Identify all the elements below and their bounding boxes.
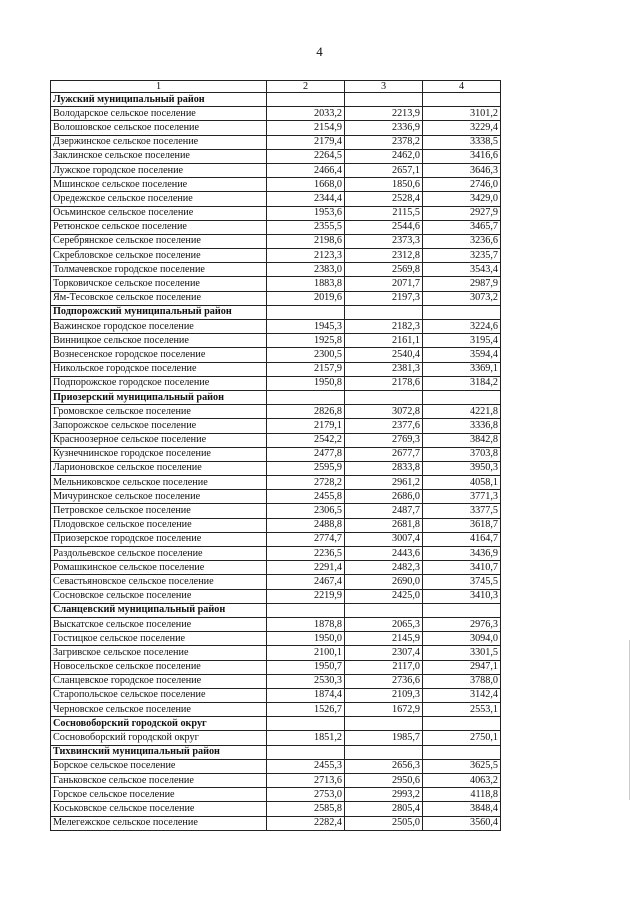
value-col-2: 2455,8 (267, 490, 345, 504)
table-row (51, 461, 501, 475)
table-row (51, 334, 501, 348)
value-col-3: 2065,3 (345, 617, 423, 631)
value-col-3: 2681,8 (345, 518, 423, 532)
table-row (51, 220, 501, 234)
table-row (51, 703, 501, 717)
value-col-3: 2993,2 (345, 788, 423, 802)
value-col-2: 2154,9 (267, 121, 345, 135)
table-row (51, 178, 501, 192)
value-col-4: 2976,3 (423, 617, 501, 631)
value-col-3: 2381,3 (345, 362, 423, 376)
settlement-name: Мичуринское сельское поселение (51, 490, 267, 504)
settlement-name: Винницкое сельское поселение (51, 334, 267, 348)
value-col-4: 3229,4 (423, 121, 501, 135)
value-col-4: 2947,1 (423, 660, 501, 674)
value-col-4: 3101,2 (423, 107, 501, 121)
settlement-name: Скребловское сельское поселение (51, 249, 267, 263)
table-row (51, 249, 501, 263)
value-col-2: 2291,4 (267, 561, 345, 575)
settlement-name: Заклинское сельское поселение (51, 149, 267, 163)
table-row (51, 589, 501, 603)
value-col-4: 3543,4 (423, 263, 501, 277)
value-col-4: 3073,2 (423, 291, 501, 305)
value-col-2: 2466,4 (267, 163, 345, 177)
value-col-4: 3094,0 (423, 632, 501, 646)
section-row (51, 603, 501, 617)
empty-cell (423, 717, 501, 731)
settlement-name: Выскатское сельское поселение (51, 617, 267, 631)
data-table (50, 80, 501, 831)
empty-cell (345, 745, 423, 759)
scan-edge-line (629, 640, 630, 800)
value-col-3: 2482,3 (345, 561, 423, 575)
value-col-2: 2219,9 (267, 589, 345, 603)
value-col-4: 3625,5 (423, 759, 501, 773)
value-col-4: 2987,9 (423, 277, 501, 291)
table-row (51, 405, 501, 419)
value-col-4: 2927,9 (423, 206, 501, 220)
empty-cell (267, 603, 345, 617)
settlement-name: Мелегежское сельское поселение (51, 816, 267, 830)
value-col-4: 4058,1 (423, 476, 501, 490)
table-row (51, 617, 501, 631)
value-col-3: 2528,4 (345, 192, 423, 206)
settlement-name: Мельниковское сельское поселение (51, 476, 267, 490)
table-row (51, 802, 501, 816)
value-col-2: 2455,3 (267, 759, 345, 773)
value-col-3: 2336,9 (345, 121, 423, 135)
table-row (51, 433, 501, 447)
value-col-4: 4164,7 (423, 532, 501, 546)
empty-cell (345, 603, 423, 617)
value-col-4: 3142,4 (423, 688, 501, 702)
value-col-4: 3235,7 (423, 249, 501, 263)
value-col-3: 2950,6 (345, 774, 423, 788)
value-col-3: 2736,6 (345, 674, 423, 688)
value-col-3: 2117,0 (345, 660, 423, 674)
settlement-name: Борское сельское поселение (51, 759, 267, 773)
value-col-2: 2123,3 (267, 249, 345, 263)
settlement-name: Ларионовское сельское поселение (51, 461, 267, 475)
table-row (51, 149, 501, 163)
table-row (51, 163, 501, 177)
settlement-name: Горское сельское поселение (51, 788, 267, 802)
value-col-4: 3560,4 (423, 816, 501, 830)
value-col-4: 3336,8 (423, 419, 501, 433)
settlement-name: Серебрянское сельское поселение (51, 234, 267, 248)
settlement-name: Волошовское сельское поселение (51, 121, 267, 135)
value-col-2: 2826,8 (267, 405, 345, 419)
value-col-3: 2377,6 (345, 419, 423, 433)
value-col-4: 2553,1 (423, 703, 501, 717)
value-col-2: 1878,8 (267, 617, 345, 631)
value-col-2: 2585,8 (267, 802, 345, 816)
value-col-4: 3950,3 (423, 461, 501, 475)
table-row (51, 575, 501, 589)
value-col-2: 2019,6 (267, 291, 345, 305)
empty-cell (267, 717, 345, 731)
value-col-4: 3410,3 (423, 589, 501, 603)
value-col-3: 2769,3 (345, 433, 423, 447)
value-col-2: 2157,9 (267, 362, 345, 376)
empty-cell (423, 93, 501, 107)
value-col-4: 3618,7 (423, 518, 501, 532)
value-col-4: 3301,5 (423, 646, 501, 660)
settlement-name: Сосновское сельское поселение (51, 589, 267, 603)
settlement-name: Сланцевское городское поселение (51, 674, 267, 688)
value-col-2: 1668,0 (267, 178, 345, 192)
table-row (51, 362, 501, 376)
table-row (51, 518, 501, 532)
settlement-name: Черновское сельское поселение (51, 703, 267, 717)
settlement-name: Подпорожское городское поселение (51, 376, 267, 390)
value-col-4: 3594,4 (423, 348, 501, 362)
value-col-4: 3236,6 (423, 234, 501, 248)
value-col-4: 3788,0 (423, 674, 501, 688)
settlement-name: Громовское сельское поселение (51, 405, 267, 419)
settlement-name: Никольское городское поселение (51, 362, 267, 376)
value-col-4: 3184,2 (423, 376, 501, 390)
empty-cell (345, 305, 423, 319)
table-row (51, 234, 501, 248)
settlement-name: Плодовское сельское поселение (51, 518, 267, 532)
table-row (51, 532, 501, 546)
table-body (51, 81, 501, 831)
value-col-3: 2109,3 (345, 688, 423, 702)
table-row (51, 504, 501, 518)
value-col-3: 2961,2 (345, 476, 423, 490)
value-col-2: 1945,3 (267, 320, 345, 334)
value-col-2: 1883,8 (267, 277, 345, 291)
page-number: 4 (316, 44, 323, 59)
settlement-name: Кузнечнинское городское поселение (51, 447, 267, 461)
value-col-4: 4118,8 (423, 788, 501, 802)
value-col-3: 2071,7 (345, 277, 423, 291)
table-row (51, 816, 501, 830)
value-col-2: 2179,1 (267, 419, 345, 433)
settlement-name: Оредежское сельское поселение (51, 192, 267, 206)
settlement-name: Торковичское сельское поселение (51, 277, 267, 291)
empty-cell (423, 603, 501, 617)
table-row (51, 277, 501, 291)
value-col-4: 4221,8 (423, 405, 501, 419)
settlement-name: Раздольевское сельское поселение (51, 547, 267, 561)
value-col-2: 2753,0 (267, 788, 345, 802)
section-row (51, 305, 501, 319)
settlement-name: Старопольское сельское поселение (51, 688, 267, 702)
table-row (51, 561, 501, 575)
value-col-2: 2100,1 (267, 646, 345, 660)
settlement-name: Приозерское городское поселение (51, 532, 267, 546)
value-col-4: 3745,5 (423, 575, 501, 589)
settlement-name: Лужское городское поселение (51, 163, 267, 177)
value-col-2: 2595,9 (267, 461, 345, 475)
table-row (51, 547, 501, 561)
section-row (51, 745, 501, 759)
table-row (51, 192, 501, 206)
value-col-2: 2236,5 (267, 547, 345, 561)
value-col-4: 4063,2 (423, 774, 501, 788)
empty-cell (267, 390, 345, 404)
value-col-3: 2197,3 (345, 291, 423, 305)
settlement-name: Мшинское сельское поселение (51, 178, 267, 192)
table-row (51, 660, 501, 674)
column-header-2: 2 (267, 81, 345, 93)
value-col-2: 2198,6 (267, 234, 345, 248)
value-col-3: 2833,8 (345, 461, 423, 475)
value-col-3: 2540,4 (345, 348, 423, 362)
settlement-name: Толмачевское городское поселение (51, 263, 267, 277)
table-header-row (51, 81, 501, 93)
empty-cell (345, 717, 423, 731)
table-row (51, 674, 501, 688)
value-col-2: 1851,2 (267, 731, 345, 745)
value-col-3: 2307,4 (345, 646, 423, 660)
settlement-name: Важинское городское поселение (51, 320, 267, 334)
table-row (51, 788, 501, 802)
value-col-2: 1953,6 (267, 206, 345, 220)
value-col-3: 2569,8 (345, 263, 423, 277)
table-row (51, 107, 501, 121)
value-col-3: 2145,9 (345, 632, 423, 646)
settlement-name: Вознесенское городское поселение (51, 348, 267, 362)
settlement-name: Новосельское сельское поселение (51, 660, 267, 674)
value-col-3: 2690,0 (345, 575, 423, 589)
empty-cell (267, 305, 345, 319)
value-col-4: 3377,5 (423, 504, 501, 518)
value-col-3: 2213,9 (345, 107, 423, 121)
table-row (51, 490, 501, 504)
settlement-name: Гостицкое сельское поселение (51, 632, 267, 646)
value-col-3: 2115,5 (345, 206, 423, 220)
value-col-2: 2282,4 (267, 816, 345, 830)
value-col-4: 3703,8 (423, 447, 501, 461)
value-col-2: 2728,2 (267, 476, 345, 490)
settlement-name: Загривское сельское поселение (51, 646, 267, 660)
value-col-4: 3646,3 (423, 163, 501, 177)
value-col-4: 3416,6 (423, 149, 501, 163)
column-header-3: 3 (345, 81, 423, 93)
section-title: Приозерский муниципальный район (51, 390, 267, 404)
settlement-name: Петровское сельское поселение (51, 504, 267, 518)
value-col-4: 3436,9 (423, 547, 501, 561)
settlement-name: Сосновоборский городской округ (51, 731, 267, 745)
table-row (51, 135, 501, 149)
value-col-4: 3338,5 (423, 135, 501, 149)
section-row (51, 717, 501, 731)
table-row (51, 263, 501, 277)
value-col-3: 2544,6 (345, 220, 423, 234)
value-col-2: 2306,5 (267, 504, 345, 518)
value-col-3: 2805,4 (345, 802, 423, 816)
table-row (51, 121, 501, 135)
value-col-4: 3842,8 (423, 433, 501, 447)
value-col-3: 2487,7 (345, 504, 423, 518)
value-col-3: 2425,0 (345, 589, 423, 603)
value-col-4: 3429,0 (423, 192, 501, 206)
value-col-3: 2312,8 (345, 249, 423, 263)
table-row (51, 447, 501, 461)
settlement-name: Володарское сельское поселение (51, 107, 267, 121)
value-col-3: 2182,3 (345, 320, 423, 334)
section-row (51, 93, 501, 107)
column-header-1: 1 (51, 81, 267, 93)
value-col-2: 2179,4 (267, 135, 345, 149)
table-row (51, 759, 501, 773)
value-col-2: 2488,8 (267, 518, 345, 532)
table-row (51, 731, 501, 745)
empty-cell (267, 745, 345, 759)
value-col-4: 3410,7 (423, 561, 501, 575)
section-title: Лужский муниципальный район (51, 93, 267, 107)
value-col-3: 2373,3 (345, 234, 423, 248)
value-col-3: 2161,1 (345, 334, 423, 348)
value-col-2: 2467,4 (267, 575, 345, 589)
value-col-3: 1672,9 (345, 703, 423, 717)
value-col-2: 2300,5 (267, 348, 345, 362)
section-title: Сланцевский муниципальный район (51, 603, 267, 617)
settlement-name: Ретюнское сельское поселение (51, 220, 267, 234)
settlement-name: Запорожское сельское поселение (51, 419, 267, 433)
value-col-4: 2746,0 (423, 178, 501, 192)
value-col-3: 2686,0 (345, 490, 423, 504)
empty-cell (423, 305, 501, 319)
value-col-2: 2774,7 (267, 532, 345, 546)
value-col-2: 2713,6 (267, 774, 345, 788)
value-col-2: 2530,3 (267, 674, 345, 688)
table-row (51, 320, 501, 334)
value-col-4: 3195,4 (423, 334, 501, 348)
settlement-name: Осьминское сельское поселение (51, 206, 267, 220)
table-row (51, 348, 501, 362)
empty-cell (345, 390, 423, 404)
value-col-3: 2657,1 (345, 163, 423, 177)
value-col-3: 2462,0 (345, 149, 423, 163)
table-row (51, 376, 501, 390)
value-col-2: 2355,5 (267, 220, 345, 234)
settlement-name: Коськовское сельское поселение (51, 802, 267, 816)
table-row (51, 476, 501, 490)
value-col-4: 3848,4 (423, 802, 501, 816)
table-row (51, 419, 501, 433)
settlement-name: Красноозерное сельское поселение (51, 433, 267, 447)
table-row (51, 632, 501, 646)
value-col-3: 2178,6 (345, 376, 423, 390)
value-col-2: 1874,4 (267, 688, 345, 702)
value-col-3: 3007,4 (345, 532, 423, 546)
value-col-3: 1850,6 (345, 178, 423, 192)
value-col-2: 2542,2 (267, 433, 345, 447)
section-title: Тихвинский муниципальный район (51, 745, 267, 759)
value-col-4: 3224,6 (423, 320, 501, 334)
table-row (51, 774, 501, 788)
value-col-2: 2383,0 (267, 263, 345, 277)
value-col-2: 1950,7 (267, 660, 345, 674)
value-col-2: 1925,8 (267, 334, 345, 348)
empty-cell (267, 93, 345, 107)
settlement-name: Дзержинское сельское поселение (51, 135, 267, 149)
value-col-2: 1526,7 (267, 703, 345, 717)
section-title: Сосновоборский городской округ (51, 717, 267, 731)
empty-cell (345, 93, 423, 107)
value-col-4: 3369,1 (423, 362, 501, 376)
value-col-3: 2443,6 (345, 547, 423, 561)
table-row (51, 206, 501, 220)
value-col-2: 2477,8 (267, 447, 345, 461)
table-row (51, 688, 501, 702)
section-row (51, 390, 501, 404)
settlement-name: Ромашкинское сельское поселение (51, 561, 267, 575)
value-col-4: 3465,7 (423, 220, 501, 234)
value-col-2: 1950,8 (267, 376, 345, 390)
value-col-3: 2378,2 (345, 135, 423, 149)
section-title: Подпорожский муниципальный район (51, 305, 267, 319)
settlement-name: Ганьковское сельское поселение (51, 774, 267, 788)
value-col-4: 2750,1 (423, 731, 501, 745)
value-col-2: 2344,4 (267, 192, 345, 206)
value-col-3: 2505,0 (345, 816, 423, 830)
table-row (51, 646, 501, 660)
value-col-2: 1950,0 (267, 632, 345, 646)
column-header-4: 4 (423, 81, 501, 93)
empty-cell (423, 390, 501, 404)
value-col-3: 2677,7 (345, 447, 423, 461)
value-col-3: 1985,7 (345, 731, 423, 745)
value-col-3: 3072,8 (345, 405, 423, 419)
table-row (51, 291, 501, 305)
empty-cell (423, 745, 501, 759)
value-col-2: 2033,2 (267, 107, 345, 121)
value-col-2: 2264,5 (267, 149, 345, 163)
settlement-name: Севастьяновское сельское поселение (51, 575, 267, 589)
value-col-4: 3771,3 (423, 490, 501, 504)
settlement-name: Ям-Тесовское сельское поселение (51, 291, 267, 305)
value-col-3: 2656,3 (345, 759, 423, 773)
